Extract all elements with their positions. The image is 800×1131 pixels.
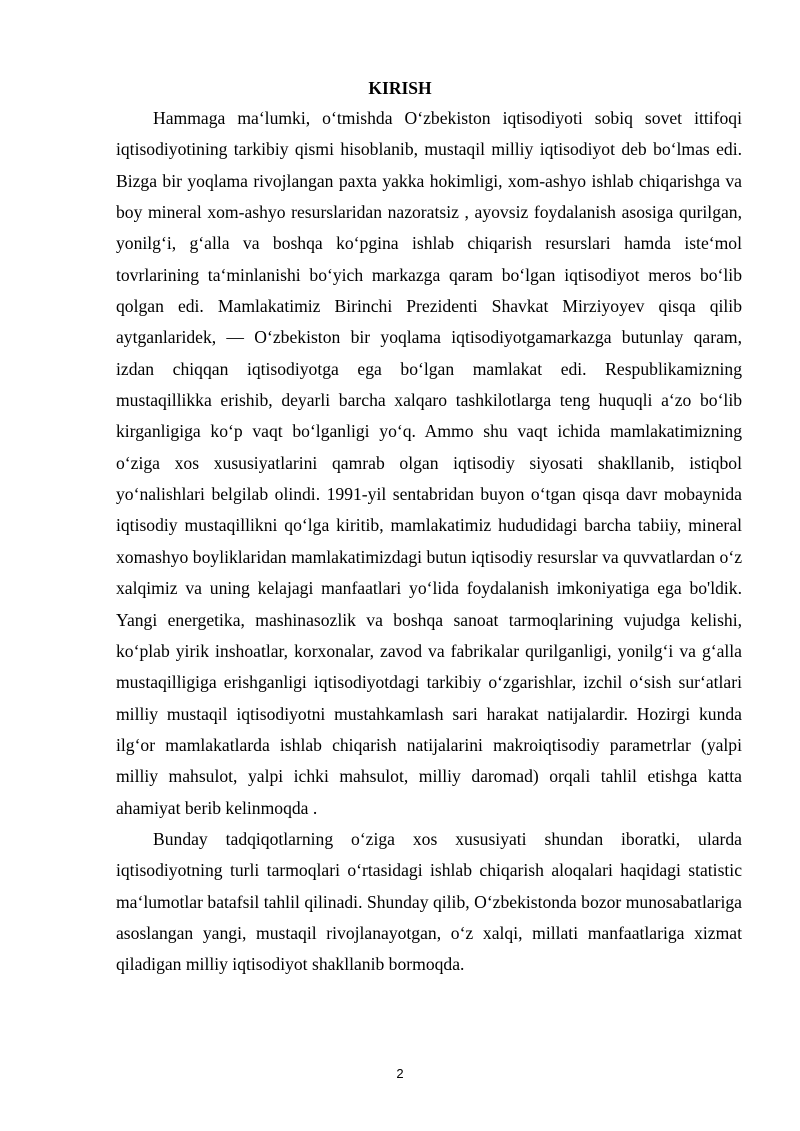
page-number: 2 bbox=[396, 1066, 404, 1081]
paragraph-2: Bunday tadqiqotlarning o‘ziga xos xususiyati shundan iboratki, ularda iqtisodiyotning turli tarmoqlari o‘rtasidagi ishlab chiqarish aloqalari haqidagi statistic ma‘lumotlar batafsil tahlil qilinadi. Shunday qilib, O‘zbekistonda bozor munosabatlariga asoslangan yangi, mustaqil rivojlanayotgan, o‘z xalqi, millati manfaatlariga xizmat qiladigan milliy iqtisodiyot shakllanib bormoqda. bbox=[116, 828, 742, 975]
paragraph-1: Hammaga ma‘lumki, o‘tmishda O‘zbekiston iqtisodiyoti sobiq sovet ittifoqi iqtisodiyotining tarkibiy qismi hisoblanib, mustaqil milliy iqtisodiyot deb bo‘lmas edi. Bizga bir yoqlama rivojlangan paxta yakka hokimligi, xom-ashyo ishlab chiqarishga va boy mineral xom-ashyo resurslaridan nazoratsiz , ayovsiz foydalanish asosiga qurilgan, yonilg‘i, g‘alla va boshqa ko‘pgina ishlab chiqarish resurslari hamda iste‘mol tovrlarining ta‘minlanishi bo‘yich markazga qaram bo‘lgan iqtisodiyot meros bo‘lib qolgan edi. Mamlakatimiz Birinchi Prezidenti Shavkat Mirziyoyev qisqa qilib aytganlaridek, — O‘zbekiston bir yoqlama iqtisodiyotgamarkazga butunlay qaram, izdan chiqqan iqtisodiyotga ega bo‘lgan mamlakat edi. Respublikamizning mustaqillikka erishib, deyarli barcha xalqaro tashkilotlarga teng huquqli a‘zo bo‘lib kirganligiga ko‘p vaqt bo‘lganligi yo‘q. Ammo shu vaqt ichida mamlakatimizning o‘ziga xos xususiyatlarini qamrab olgan iqtisodiy siyosati shakllanib, istiqbol yo‘nalishlari belgilab olindi. 1991-yil sentabridan buyon o‘tgan qisqa davr mobaynida iqtisodiy mustaqillikni qo‘lga kiritib, mamlakatimiz hududidagi barcha tabiiy, mineral xomashyo boyliklaridan mamlakatimizdagi butun iqtisodiy resurslar va quvvatlardan o‘z xalqimiz va uning kelajagi manfaatlari yo‘lida foydalanish imkoniyatiga ega bo'ldik. Yangi energetika, mashinasozlik va boshqa sanoat tarmoqlarining vujudga kelishi, ko‘plab yirik inshoatlar, korxonalar, zavod va fabrikalar qurilganligi, yonilg‘i va g‘alla mustaqilligiga erishganligi iqtisodiyotdagi tarkibiy o‘zgarishlar, izchil o‘sish sur‘atlari milliy mustaqil iqtisodiyotni mustahkamlash sari harakat natijalardir. Hozirgi kunda ilg‘or mamlakatlarda ishlab chiqarish natijalarini makroiqtisodiy parametrlar (yalpi milliy mahsulot, yalpi ichki mahsulot, milliy daromad) orqali tahlil etishga katta ahamiyat berib kelinmoqda . bbox=[116, 108, 742, 818]
section-heading: KIRISH bbox=[368, 78, 432, 98]
body-text bbox=[116, 103, 742, 981]
